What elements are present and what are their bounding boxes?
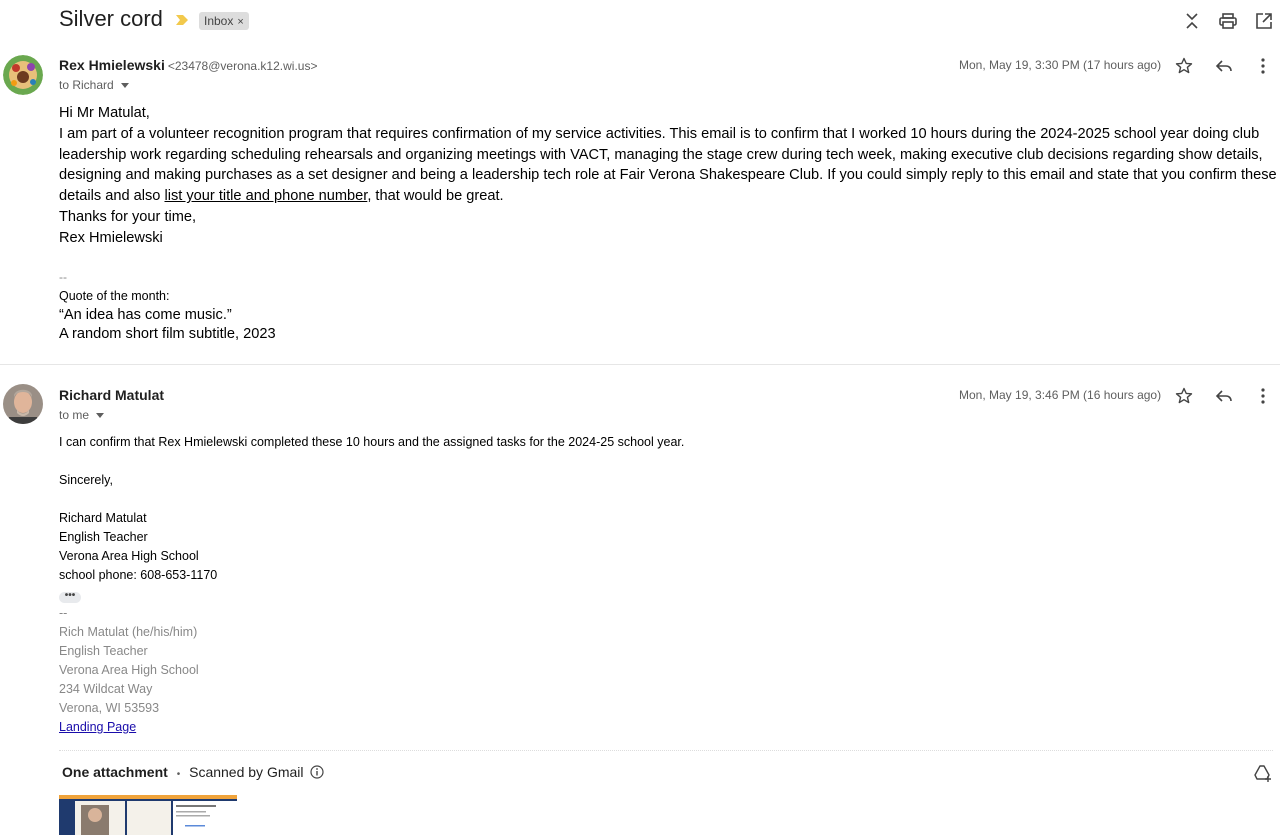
star-icon[interactable] [1174, 56, 1194, 76]
quote-source: A random short film subtitle, 2023 [59, 326, 276, 342]
reply-icon[interactable] [1214, 386, 1234, 406]
message-divider [0, 364, 1280, 365]
more-options-icon[interactable] [1253, 56, 1273, 76]
recipient-details-toggle[interactable] [59, 78, 129, 92]
body-paragraph [59, 124, 1277, 207]
signature-name: Rich Matulat (he/his/him) [59, 625, 198, 639]
quote-text: “An idea has come music.” [59, 307, 232, 323]
signature-separator: -- [59, 606, 68, 620]
signature-title: English Teacher [59, 644, 148, 658]
signature-city: Verona, WI 53593 [59, 701, 160, 715]
body-text: I am part of a volunteer recognition program that requires confirmation of my service activities. This email is to confirm that I worked 10 hours during the 2024-2025 school year doing club leadership work regarding scheduling rehearsals and organizing meetings with VACT, managing the stage crew during tech week, making executive club decisions regarding show details, designing and making purchases as a set designer and being a leadership tech role at Fair Verona Shakespeare Club. If you could simply reply to this email and state that you confirm these details and also [59, 125, 1277, 205]
attachment-thumbnail[interactable] [59, 795, 237, 835]
thanks-line: Thanks for your time, [59, 208, 197, 225]
message-body [59, 433, 1059, 737]
message-date: Mon, May 19, 3:30 PM (17 hours ago) [959, 58, 1162, 72]
print-icon[interactable] [1218, 11, 1238, 31]
sender-line [59, 57, 317, 73]
important-marker-icon[interactable] [175, 13, 189, 27]
body-text-end: , that would be great. [367, 188, 504, 205]
body-inline-link[interactable]: list your title and phone number [164, 188, 368, 205]
inbox-label-chip[interactable] [199, 12, 249, 30]
thread-subject: Silver cord [59, 6, 163, 31]
chevron-down-icon [96, 413, 104, 418]
confirmation-text: I can confirm that Rex Hmielewski completed these 10 hours and the assigned tasks for the 2024-25 school year. [59, 435, 685, 449]
recipient-details-toggle[interactable] [59, 408, 104, 422]
landing-page-link[interactable]: Landing Page [59, 720, 137, 734]
greeting: Hi Mr Matulat, [59, 105, 150, 121]
sender-email: <23478@verona.k12.wi.us> [167, 59, 318, 73]
closing: Sincerely, [59, 473, 113, 487]
attachment-count: One attachment [62, 764, 168, 780]
quote-label: Quote of the month: [59, 289, 170, 303]
recipient-label: to Richard [59, 78, 114, 92]
remove-label-button[interactable]: × [237, 16, 244, 28]
more-options-icon[interactable] [1253, 386, 1273, 406]
signoff-title: English Teacher [59, 530, 148, 544]
message-body [59, 103, 1277, 249]
sender-name[interactable]: Richard Matulat [59, 387, 165, 403]
scan-status: Scanned by Gmail [189, 764, 304, 780]
attachment-divider [59, 750, 1273, 751]
show-trimmed-content-button[interactable]: ••• [59, 592, 81, 603]
sender-name[interactable]: Rex Hmielewski [59, 57, 165, 73]
sender-signature [59, 268, 276, 344]
reply-icon[interactable] [1214, 56, 1234, 76]
sender-avatar[interactable] [3, 384, 43, 424]
sender-avatar[interactable] [3, 55, 43, 95]
star-icon[interactable] [1174, 386, 1194, 406]
header-separator: • [176, 769, 181, 780]
collapse-icon[interactable] [1182, 11, 1202, 31]
signoff-phone: school phone: 608-653-1170 [59, 568, 218, 582]
chevron-down-icon [121, 83, 129, 88]
message-date: Mon, May 19, 3:46 PM (16 hours ago) [959, 388, 1162, 402]
add-to-drive-icon[interactable] [1253, 763, 1273, 783]
sender-signoff-name: Rex Hmielewski [59, 229, 163, 246]
recipient-label: to me [59, 408, 90, 422]
attachments-header [62, 764, 324, 780]
signature-separator: -- [59, 270, 67, 284]
signoff-name: Richard Matulat [59, 511, 147, 525]
signoff-school: Verona Area High School [59, 549, 199, 563]
open-in-new-window-icon[interactable] [1254, 11, 1274, 31]
signature-street: 234 Wildcat Way [59, 682, 153, 696]
label-text: Inbox [204, 14, 234, 28]
info-icon[interactable] [310, 765, 324, 779]
signature-school: Verona Area High School [59, 663, 199, 677]
